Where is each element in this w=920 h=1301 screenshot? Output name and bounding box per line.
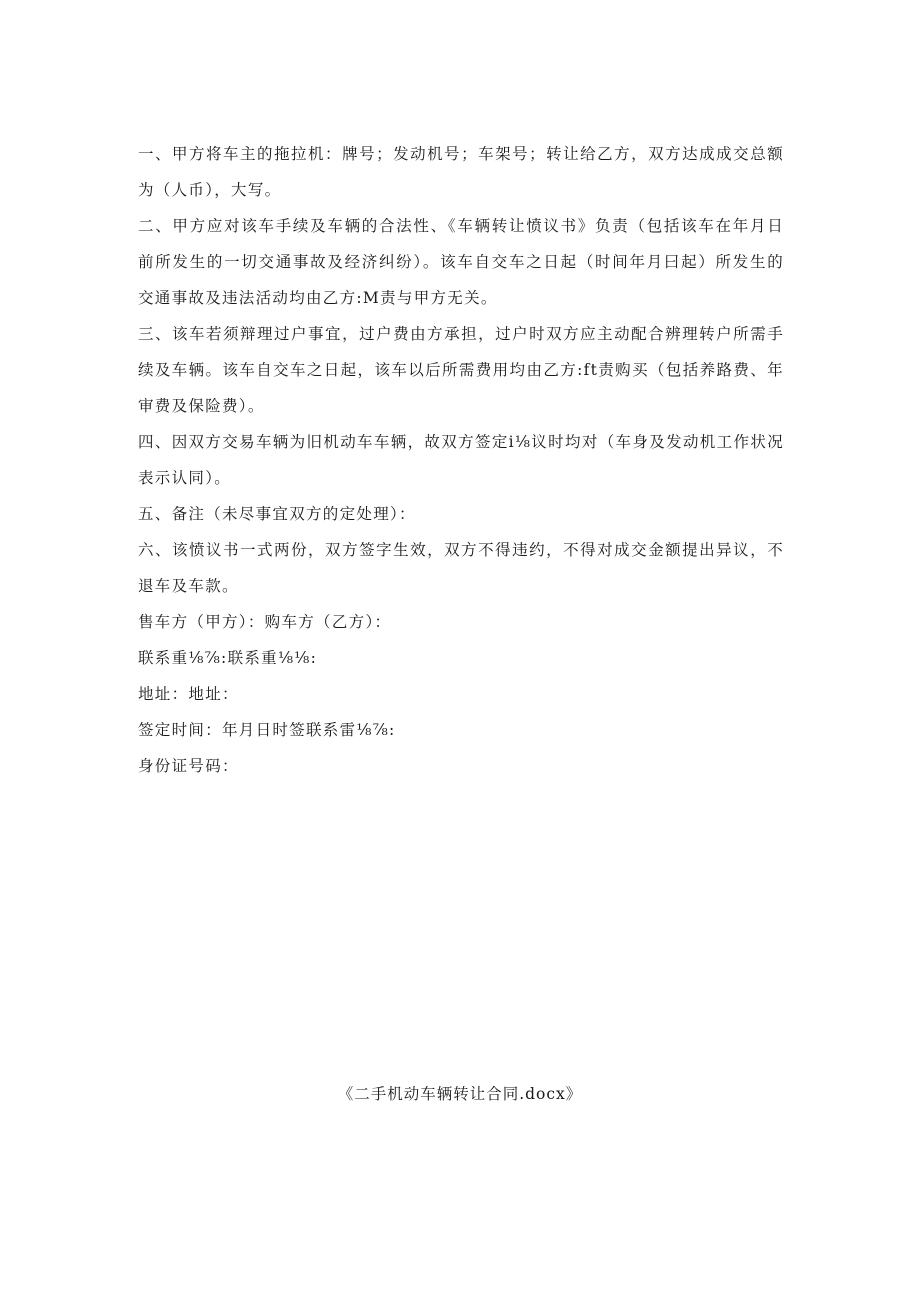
document-body [138,136,784,784]
id-number-line: 身份证号码： [138,757,239,775]
clause-3: 三、该车若须辩理过户事宜，过户费由方承担，过户时双方应主动配合辨理转户所需手续及车辆。该车自交车之日起，该车以后所需费用均由乙方:ft责购买（包括养路费、年审费及保险费）。 [138,325,784,415]
clause-4: 四、因双方交易车辆为旧机动车车辆，故双方签定i⅛议时均对（车身及发动机工作状况表示认同）。 [138,433,784,487]
contact-line: 联系重⅛⅞:联系重⅛⅛: [138,649,318,667]
clause-1: 一、甲方将车主的拖拉机：牌号；发动机号；车架号；转让给乙方，双方达成成交总额为（人币），大写。 [138,145,784,199]
address-line: 地址：地址： [138,685,239,703]
clause-6: 六、该愤议书一式两份，双方签字生效，双方不得违约，不得对成交金额提出异议，不退车及车款。 [138,541,784,595]
document-filename-footer: 《二手机动车辆转让合同.docx》 [337,1085,583,1103]
signing-time-line: 签定时间：年月日时签联系雷⅛⅞: [138,721,396,739]
clause-2: 二、甲方应对该车手续及车辆的合法性、《车辆转让愤议书》负责（包括该车在年月日前所发生的一切交通事故及经济纠纷）。该车自交车之日起（时间年月曰起）所发生的交通事故及违法活动均由乙方:M责与甲方无关。 [138,217,784,307]
parties-line: 售车方（甲方）：购车方（乙方）： [138,613,392,631]
clause-5: 五、备注（未尽事宜双方的定处理）： [138,505,416,523]
